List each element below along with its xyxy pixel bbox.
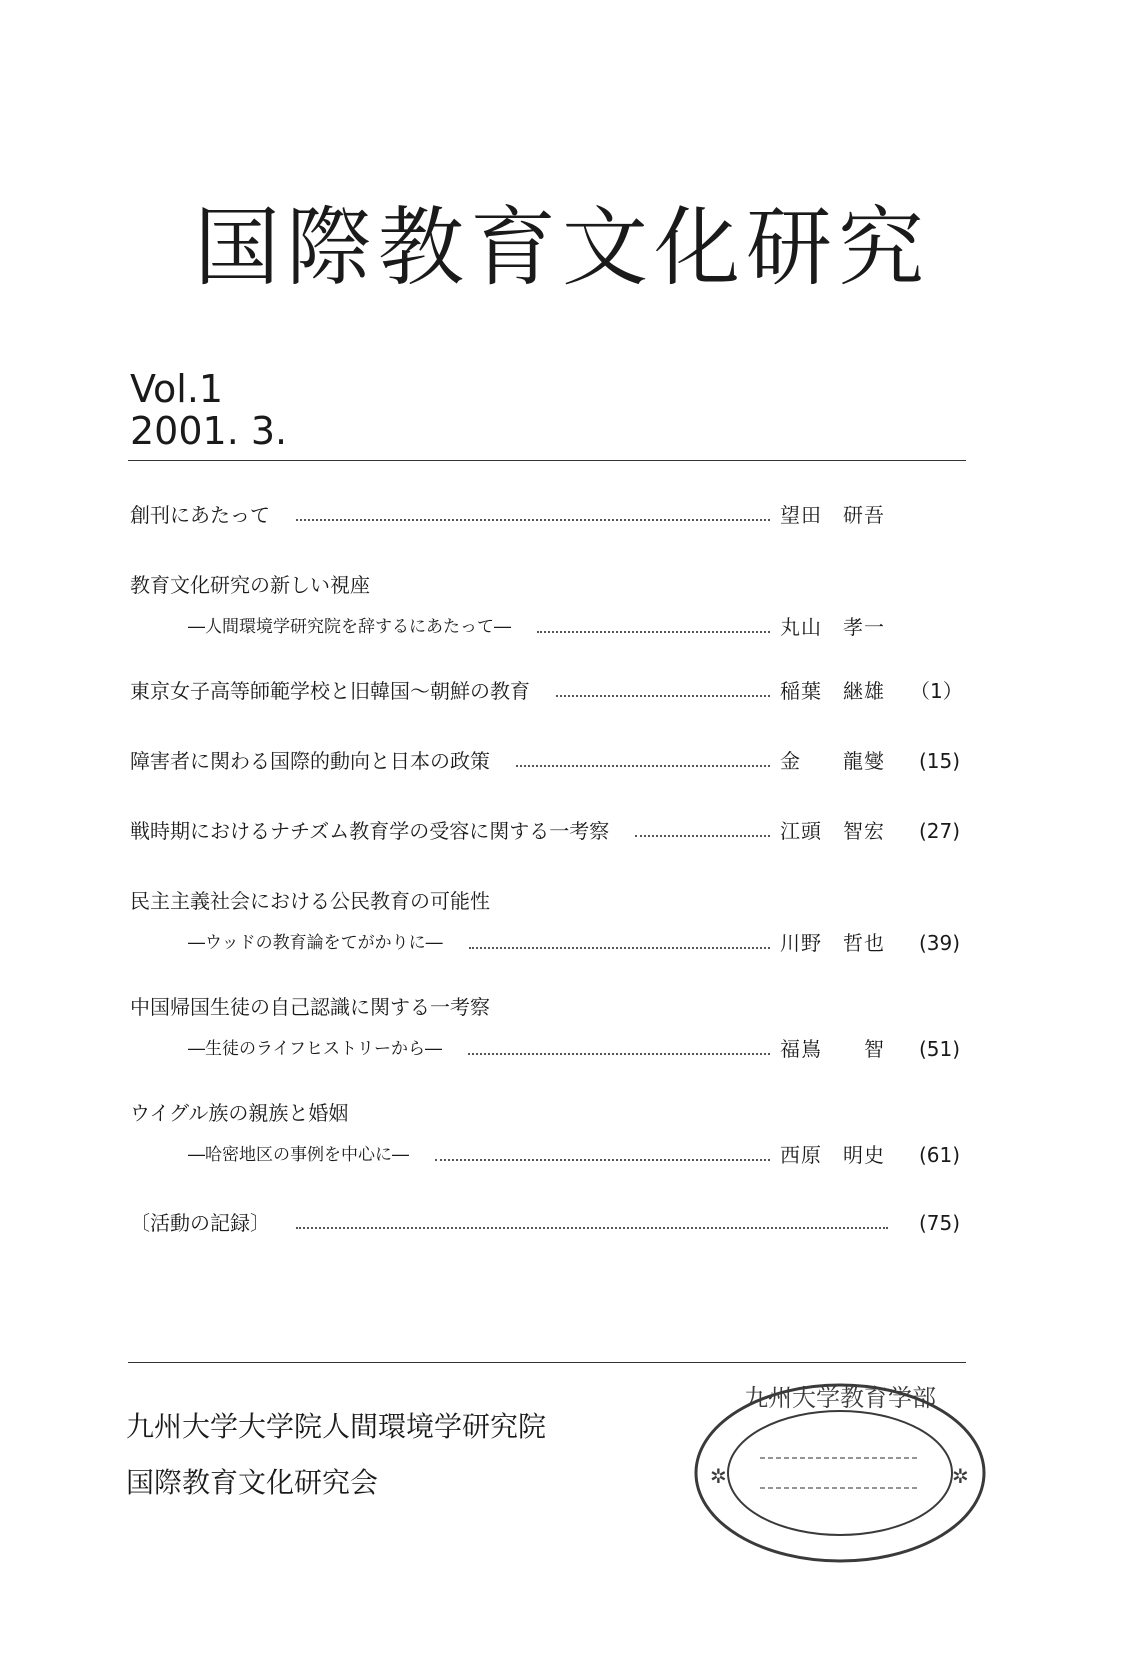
toc-author: 西原 明史: [780, 1143, 885, 1167]
toc-entry: [130, 816, 960, 846]
toc-author: 江頭 智宏: [780, 819, 885, 843]
toc-page: (51): [918, 1037, 960, 1061]
toc-author: 福嶌 智: [780, 1037, 885, 1061]
dot-leader: [556, 693, 770, 697]
dot-leader: [435, 1157, 770, 1161]
stamp-inner-ring: [728, 1411, 952, 1535]
toc-title: 創刊にあたって: [130, 503, 270, 527]
top-divider: [128, 460, 966, 461]
toc-title: 教育文化研究の新しい視座: [130, 573, 370, 597]
toc-author: 丸山 孝一: [780, 615, 885, 639]
toc-page: (39): [918, 931, 960, 955]
toc-entry: [130, 676, 963, 706]
bottom-divider: [128, 1362, 966, 1363]
toc-page: (61): [918, 1143, 960, 1167]
publisher-institution: 九州大学大学院人間環境学研究院: [126, 1410, 547, 1443]
toc-title: 〔活動の記録〕: [130, 1211, 270, 1235]
dot-leader: [516, 763, 770, 767]
publication-date: 2001. 3.: [130, 409, 288, 453]
library-stamp: [690, 1378, 990, 1568]
toc-author: 川野 哲也: [780, 931, 885, 955]
dot-leader: [469, 945, 770, 949]
toc-subtitle: ―ウッドの教育論をてがかりに―: [188, 933, 443, 953]
dot-leader: [635, 833, 770, 837]
toc-entry: [130, 1098, 960, 1170]
publisher-society: 国際教育文化研究会: [126, 1466, 379, 1499]
star-icon: ✲: [710, 1464, 727, 1488]
volume-number: Vol.1: [130, 367, 224, 411]
dot-leader: [296, 517, 770, 521]
stamp-text: 九州大学教育学部: [744, 1384, 936, 1412]
toc-title: 戦時期におけるナチズム教育学の受容に関する一考察: [130, 819, 610, 843]
dot-leader: [296, 1225, 888, 1229]
toc-author: 望田 研吾: [780, 503, 885, 527]
toc-subtitle: ―哈密地区の事例を中心に―: [188, 1145, 409, 1165]
toc-entry: [130, 886, 960, 958]
toc-entry: [130, 570, 960, 642]
toc-entry: [130, 746, 960, 776]
toc-entry: [130, 1208, 960, 1238]
toc-page: (75): [918, 1211, 960, 1235]
toc-entry: [130, 992, 960, 1064]
toc-title: ウイグル族の親族と婚姻: [130, 1101, 349, 1125]
toc-title: 東京女子高等師範学校と旧韓国～朝鮮の教育: [130, 679, 530, 703]
volume-block: [130, 368, 287, 452]
toc-entry: [130, 500, 960, 530]
toc-subtitle: ―生徒のライフヒストリーから―: [188, 1039, 442, 1059]
toc-author: 稲葉 継雄: [780, 679, 885, 703]
toc-title: 中国帰国生徒の自己認識に関する一考察: [130, 995, 490, 1019]
star-icon: ✲: [952, 1464, 969, 1488]
toc-title: 障害者に関わる国際的動向と日本の政策: [130, 749, 490, 773]
toc-author: 金 龍燮: [780, 749, 885, 773]
toc-page: （1）: [910, 679, 963, 703]
toc-title: 民主主義社会における公民教育の可能性: [130, 889, 490, 913]
dot-leader: [468, 1051, 770, 1055]
toc-subtitle: ―人間環境学研究院を辞するにあたって―: [188, 617, 511, 637]
toc-page: (15): [918, 749, 960, 773]
toc-page: (27): [918, 819, 960, 843]
journal-title: 国際教育文化研究: [194, 198, 930, 298]
dot-leader: [537, 629, 770, 633]
